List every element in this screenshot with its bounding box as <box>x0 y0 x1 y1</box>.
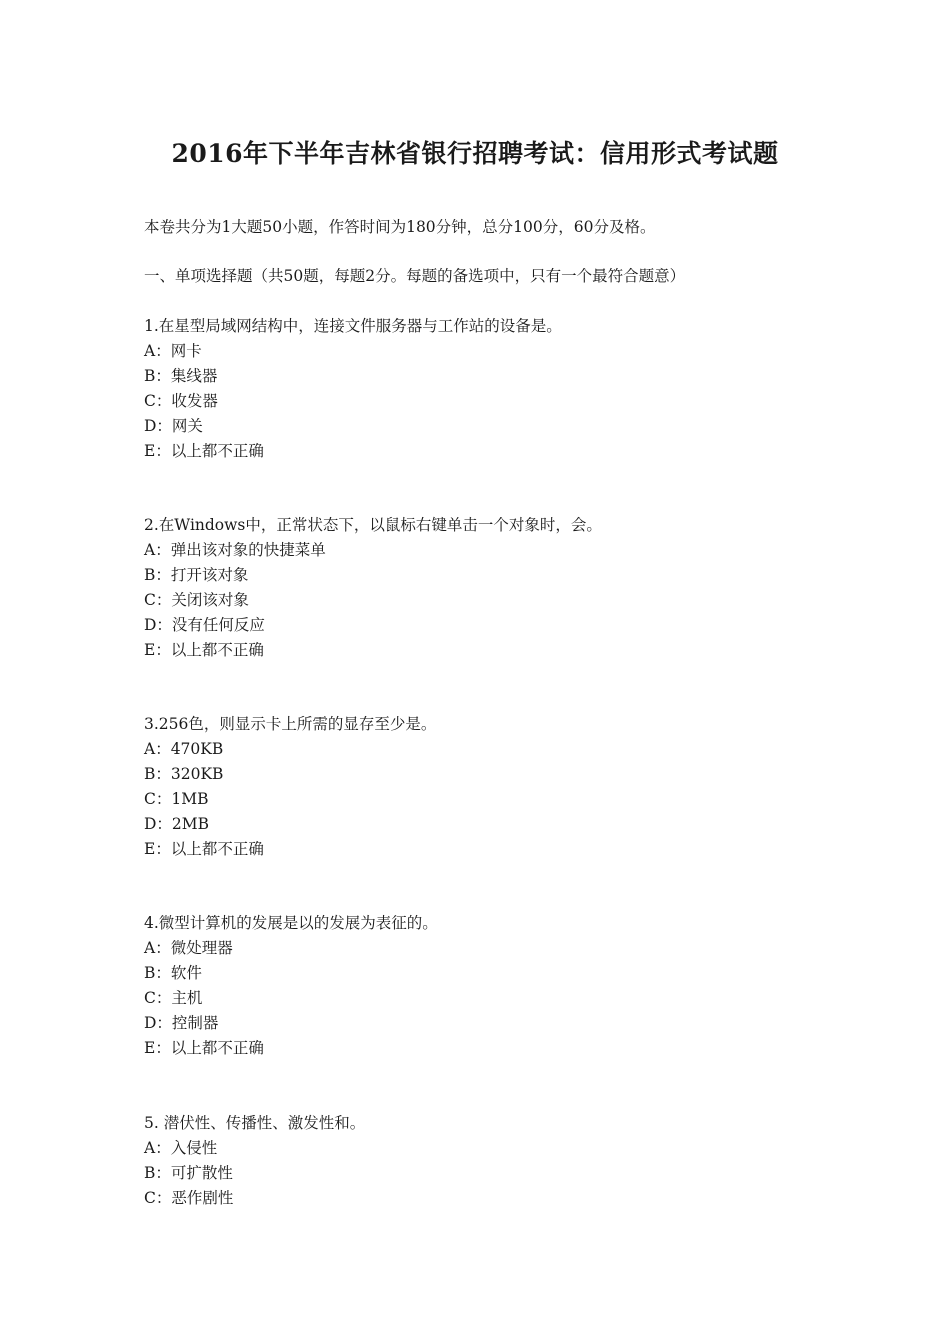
question-stem: 4.微型计算机的发展是以的发展为表征的。 <box>144 914 438 932</box>
option-c: C：1MB <box>144 790 209 808</box>
option-e: E：以上都不正确 <box>144 1039 264 1057</box>
option-b: B：集线器 <box>144 367 218 385</box>
option-b: B：可扩散性 <box>144 1164 233 1182</box>
question-stem: 2.在Windows中，正常状态下，以鼠标右键单击一个对象时，会。 <box>144 516 602 534</box>
option-a: A：微处理器 <box>144 939 233 957</box>
question-4 <box>144 913 438 1063</box>
option-d: D：2MB <box>144 815 210 833</box>
question-1 <box>144 316 562 466</box>
option-e: E：以上都不正确 <box>144 840 264 858</box>
option-b: B：打开该对象 <box>144 566 249 584</box>
exam-instructions: 本卷共分为1大题50小题，作答时间为180分钟，总分100分，60分及格。 <box>144 218 656 236</box>
question-stem: 5. 潜伏性、传播性、激发性和。 <box>144 1114 366 1132</box>
option-a: A：入侵性 <box>144 1139 218 1157</box>
option-a: A：470KB <box>144 740 224 758</box>
question-stem: 1.在星型局域网结构中，连接文件服务器与工作站的设备是。 <box>144 317 562 335</box>
question-2 <box>144 515 602 665</box>
section-heading: 一、单项选择题（共50题，每题2分。每题的备选项中，只有一个最符合题意） <box>144 267 686 285</box>
option-e: E：以上都不正确 <box>144 641 264 659</box>
question-stem: 3.256色，则显示卡上所需的显存至少是。 <box>144 715 437 733</box>
option-c: C：收发器 <box>144 392 218 410</box>
option-c: C：关闭该对象 <box>144 591 249 609</box>
question-3 <box>144 714 436 864</box>
option-d: D：没有任何反应 <box>144 616 265 634</box>
option-d: D：控制器 <box>144 1014 219 1032</box>
option-e: E：以上都不正确 <box>144 442 264 460</box>
option-a: A：网卡 <box>144 342 202 360</box>
option-a: A：弹出该对象的快捷菜单 <box>144 541 326 559</box>
option-b: B：软件 <box>144 964 202 982</box>
document-title: 2016年下半年吉林省银行招聘考试：信用形式考试题 <box>171 139 779 168</box>
option-d: D：网关 <box>144 417 203 435</box>
question-5 <box>144 1113 365 1213</box>
option-c: C：主机 <box>144 989 203 1007</box>
option-b: B：320KB <box>144 765 224 783</box>
option-c: C：恶作剧性 <box>144 1189 234 1207</box>
